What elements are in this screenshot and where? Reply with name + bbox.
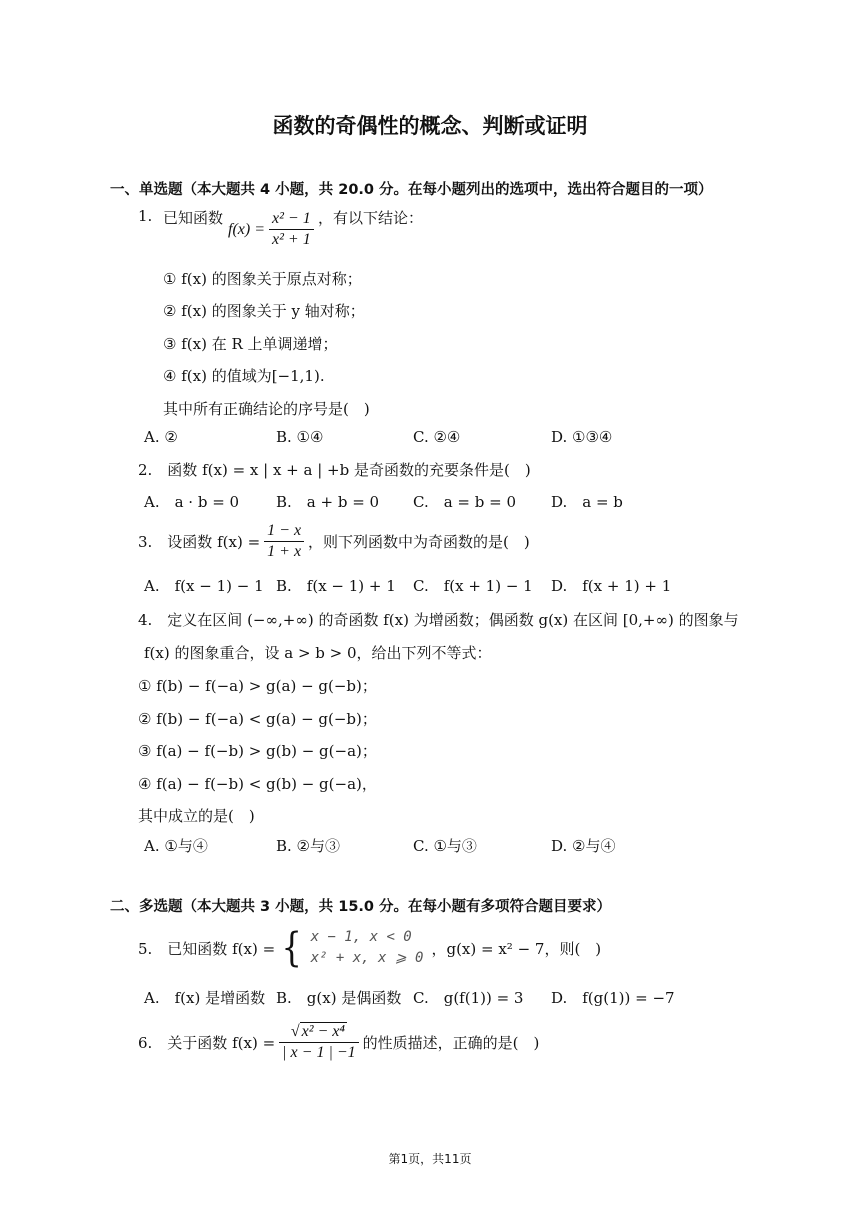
q3-option-b[interactable]: B. f(x − 1) + 1 — [276, 577, 396, 595]
q1-intro-tail: ，有以下结论： — [318, 209, 424, 227]
q1-intro: 已知函数 — [163, 209, 224, 227]
q5-option-b[interactable]: B. g(x) 是偶函数 — [276, 989, 402, 1007]
q3-option-c[interactable]: C. f(x + 1) − 1 — [413, 577, 533, 595]
q1-option-d[interactable]: D. ①③④ — [551, 428, 613, 446]
q6-stem — [138, 1022, 539, 1062]
q2-option-d[interactable]: D. a = b — [551, 493, 623, 511]
q3-numerator: 1 − x — [264, 522, 304, 542]
q3-fraction — [264, 522, 304, 561]
q1-statement-2: ② f(x) 的图象关于 y 轴对称； — [163, 302, 365, 320]
q3-option-d[interactable]: D. f(x + 1) + 1 — [551, 577, 672, 595]
q5-case-1: x − 1, x < 0 — [310, 929, 412, 945]
q1-statement-4: ④ f(x) 的值域为[−1,1). — [163, 367, 325, 385]
page-title: 函数的奇偶性的概念、判断或证明 — [272, 114, 588, 138]
q4-statement-1: ① f(b) − f(−a) > g(a) − g(−b)； — [138, 677, 377, 695]
q1-number: 1. — [138, 207, 153, 225]
q5-piecewise — [279, 927, 423, 969]
q3-option-a[interactable]: A. f(x − 1) − 1 — [144, 577, 264, 595]
q1-formula — [228, 210, 314, 249]
section-heading-single-choice: 一、单选题（本大题共 4 小题，共 20.0 分。在每小题列出的选项中，选出符合题目的一项） — [110, 182, 713, 198]
q3-stem — [138, 522, 530, 561]
section-heading-multi-choice: 二、多选题（本大题共 3 小题，共 15.0 分。在每小题有多项符合题目要求） — [110, 899, 612, 915]
q4-option-a[interactable]: A. ①与④ — [144, 837, 208, 855]
q6-stem-start: 6. 关于函数 f(x) = — [138, 1033, 276, 1052]
q5-brace: { — [281, 925, 303, 971]
q4-option-c[interactable]: C. ①与③ — [413, 837, 477, 855]
q1-option-b[interactable]: B. ①④ — [276, 428, 324, 446]
q5-cases — [311, 927, 424, 969]
q3-stem-start: 3. 设函数 f(x) = — [138, 533, 261, 551]
q1-question: 其中所有正确结论的序号是( ) — [163, 400, 370, 418]
q5-stem — [138, 927, 601, 969]
page-footer: 第1页，共11页 — [388, 1152, 472, 1166]
q6-numerator: x² − x⁴ — [301, 1023, 345, 1040]
q4-option-b[interactable]: B. ②与③ — [276, 837, 341, 855]
q6-numerator-wrap: √ x² − x⁴ — [279, 1022, 359, 1043]
q4-statement-3: ③ f(a) − f(−b) > g(b) − g(−a)； — [138, 742, 377, 760]
q6-stem-end: 的性质描述，正确的是( ) — [362, 1033, 540, 1052]
q2-option-b[interactable]: B. a + b = 0 — [276, 493, 380, 511]
q5-case-2: x² + x, x ⩾ 0 — [310, 950, 424, 966]
q1-statement-1: ① f(x) 的图象关于原点对称； — [163, 270, 362, 288]
q1-formula-lhs: f(x) = — [228, 220, 265, 238]
q4-statement-2: ② f(b) − f(−a) < g(a) − g(−b)； — [138, 710, 377, 728]
q4-statement-4: ④ f(a) − f(−b) < g(b) − g(−a)， — [138, 775, 377, 793]
q2-option-a[interactable]: A. a · b = 0 — [144, 493, 240, 511]
q4-option-d[interactable]: D. ②与④ — [551, 837, 616, 855]
q1-numerator: x² − 1 — [269, 210, 314, 230]
q1-option-c[interactable]: C. ②④ — [413, 428, 461, 446]
q5-stem-end: ，g(x) = x² − 7，则( ) — [431, 939, 602, 958]
q1-fraction — [269, 210, 314, 249]
q4-question: 其中成立的是( ) — [138, 807, 255, 825]
q5-option-a[interactable]: A. f(x) 是增函数 — [144, 989, 266, 1007]
q5-stem-start: 5. 已知函数 f(x) = — [138, 939, 276, 958]
q6-fraction — [279, 1022, 359, 1062]
q1-denominator: x² + 1 — [272, 231, 311, 248]
q6-denominator: | x − 1 | −1 — [282, 1044, 356, 1061]
q5-option-d[interactable]: D. f(g(1)) = −7 — [551, 989, 675, 1007]
q1-option-a[interactable]: A. ② — [144, 428, 178, 446]
q3-denominator: 1 + x — [267, 543, 302, 560]
q2-option-c[interactable]: C. a = b = 0 — [413, 493, 517, 511]
q4-stem-line-2: f(x) 的图象重合，设 a > b > 0，给出下列不等式： — [144, 644, 492, 662]
q5-option-c[interactable]: C. g(f(1)) = 3 — [413, 989, 524, 1007]
q3-stem-end: ，则下列函数中为奇函数的是( ) — [308, 533, 530, 551]
q2-stem: 2. 函数 f(x) = x | x + a | +b 是奇函数的充要条件是( ) — [138, 461, 531, 479]
q4-stem-line-1: 4. 定义在区间 (−∞,+∞) 的奇函数 f(x) 为增函数；偶函数 g(x) 在区间 [0,+∞) 的图象与 — [138, 611, 739, 629]
q1-statement-3: ③ f(x) 在 R 上单调递增； — [163, 335, 338, 353]
